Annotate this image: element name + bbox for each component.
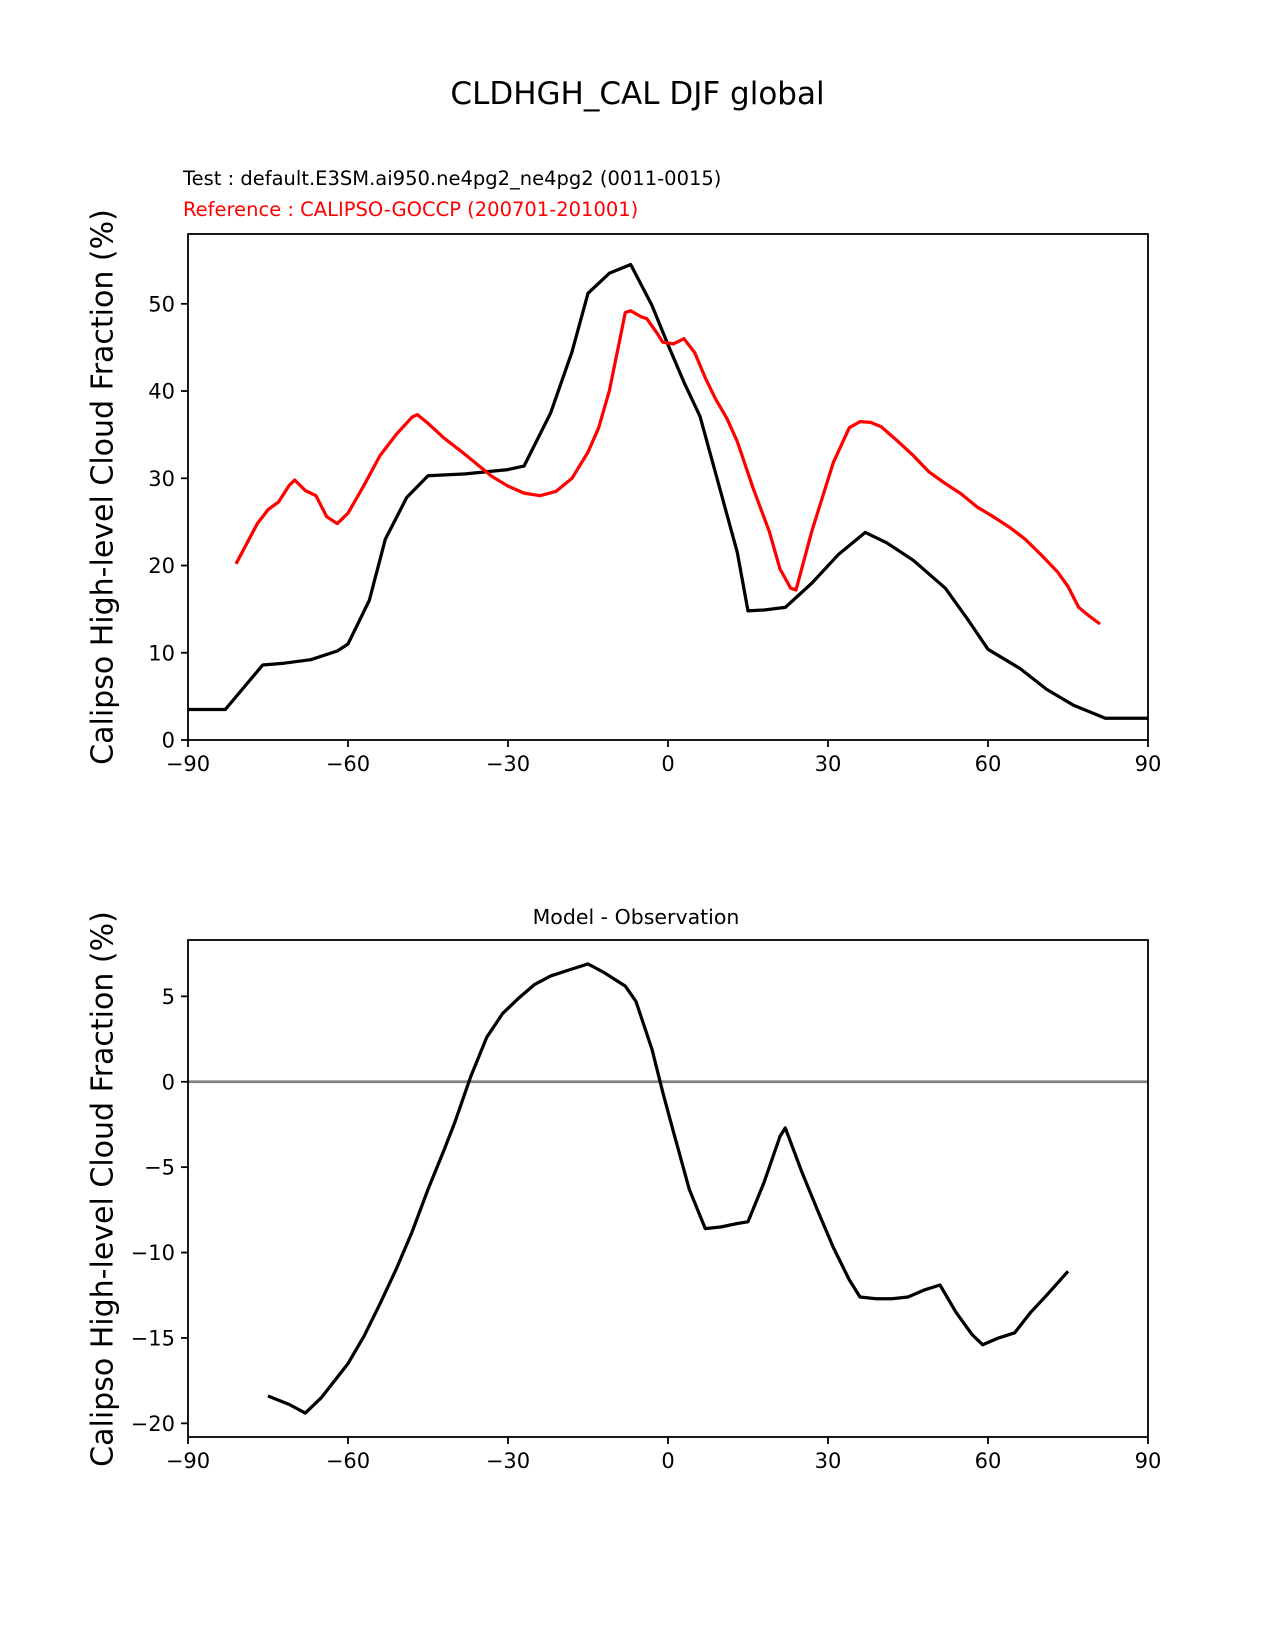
x-tick-label: 30 bbox=[814, 1449, 842, 1473]
axes-spines bbox=[188, 940, 1148, 1437]
y-tick-label: 40 bbox=[148, 379, 175, 404]
difference-line bbox=[268, 964, 1068, 1413]
page-title: CLDHGH_CAL DJF global bbox=[450, 76, 825, 112]
y-tick-label: 5 bbox=[161, 984, 175, 1009]
x-tick-label: −30 bbox=[485, 752, 531, 776]
y-tick-label: 0 bbox=[161, 728, 175, 753]
x-tick-label: −90 bbox=[165, 1449, 211, 1473]
x-tick-label: −60 bbox=[325, 1449, 371, 1473]
x-tick-label: 0 bbox=[661, 1449, 675, 1473]
test-line bbox=[188, 265, 1148, 719]
x-tick-label: 0 bbox=[661, 752, 675, 776]
y-tick-label: −15 bbox=[130, 1326, 175, 1351]
ylabel-bottom-plot: Calipso High-level Cloud Fraction (%) bbox=[85, 911, 121, 1467]
x-tick-label: 90 bbox=[1134, 752, 1162, 776]
y-tick-label: 30 bbox=[148, 466, 175, 491]
y-tick-label: 20 bbox=[148, 554, 175, 579]
reference-label: Reference : CALIPSO-GOCCP (200701-201001) bbox=[183, 198, 639, 221]
x-tick-label: −90 bbox=[165, 752, 211, 776]
x-tick-label: −30 bbox=[485, 1449, 531, 1473]
x-tick-label: 60 bbox=[974, 752, 1002, 776]
diff-plot-title: Model - Observation bbox=[532, 905, 740, 929]
test-label: Test : default.E3SM.ai950.ne4pg2_ne4pg2 (0011-0015) bbox=[183, 167, 722, 190]
y-tick-label: −10 bbox=[130, 1241, 175, 1266]
y-tick-label: 50 bbox=[148, 292, 175, 317]
top-plot bbox=[148, 234, 1161, 776]
y-tick-label: 0 bbox=[161, 1070, 175, 1095]
x-tick-label: 60 bbox=[974, 1449, 1002, 1473]
x-tick-label: 90 bbox=[1134, 1449, 1162, 1473]
bottom-plot bbox=[131, 940, 1162, 1473]
y-tick-label: −20 bbox=[130, 1411, 175, 1436]
ylabel-top-plot: Calipso High-level Cloud Fraction (%) bbox=[85, 209, 121, 765]
reference-line bbox=[236, 311, 1100, 624]
y-tick-label: 10 bbox=[148, 641, 175, 666]
x-tick-label: −60 bbox=[325, 752, 371, 776]
x-tick-label: 30 bbox=[814, 752, 842, 776]
axes-spines bbox=[188, 234, 1148, 740]
y-tick-label: −5 bbox=[144, 1155, 175, 1180]
